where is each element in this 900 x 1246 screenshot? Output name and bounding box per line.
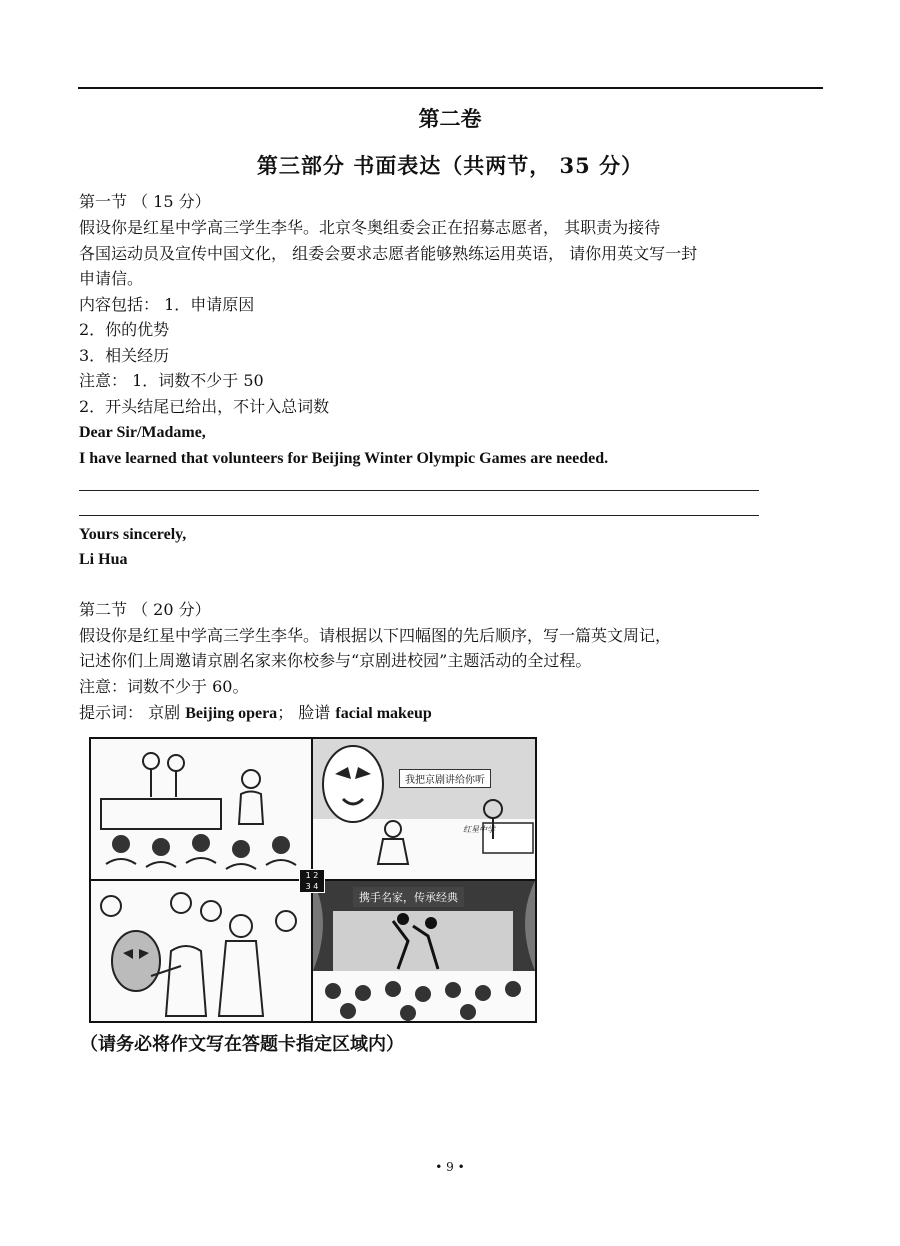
badge-number: 4 [313,882,319,891]
section1-prompt-line: 假设你是红星中学高三学生李华。北京冬奥组委会正在招募志愿者， 其职责为接待 [79,218,661,237]
top-rule [78,87,823,89]
comic-panel-2 [313,739,535,881]
meeting-scene-drawing [91,739,311,879]
answer-blank-line [79,515,759,516]
badge-number: 2 [313,871,319,880]
section1-prompt-line: 申请信。 [79,269,144,288]
content-label: 内容包括： 1．申请原因 [79,295,255,314]
salutation: Dear Sir/Madame, [79,424,206,441]
content-item: 2．你的优势 [79,320,170,339]
comic-panel-1 [91,739,313,881]
badge-number: 1 [305,871,311,880]
volume-title: 第二卷 [418,106,482,131]
part-title: 第三部分 书面表达（共两节， 35 分） [256,153,644,178]
answer-sheet-note: （请务必将作文写在答题卡指定区域内） [80,1034,404,1055]
opening-sentence: I have learned that volunteers for Beijing Winter Olympic Games are needed. [79,450,609,467]
closing: Yours sincerely, [79,526,187,543]
panel4-banner: 携手名家，传承经典 [353,887,464,907]
opera-lecture-drawing [313,739,535,879]
section1-prompt-line: 各国运动员及宣传中国文化， 组委会要求志愿者能够熟练运用英语， 请你用英文写一封 [79,244,698,263]
panel2-school-sign: 红星中学 [463,825,495,834]
panel2-sign: 我把京剧讲给你听 [399,769,491,788]
hint-term-2: facial makeup [335,705,432,722]
section2-heading: 第二节 （ 20 分） [79,600,211,619]
answer-blank-line [79,490,759,491]
content-item: 3．相关经历 [79,346,170,365]
comic-panel-3 [91,881,313,1021]
panel-order-badge [299,869,325,893]
comic-panel-4 [313,881,535,1021]
section2-prompt-line: 记述你们上周邀请京剧名家来你校参与“京剧进校园”主题活动的全过程。 [79,651,592,670]
notes-label: 注意： 1．词数不少于 50 [79,371,264,390]
makeup-scene-drawing [91,881,311,1021]
signature: Li Hua [79,551,128,568]
section1-heading: 第一节 （ 15 分） [79,192,211,211]
hint-separator: ； 脸谱 [277,703,331,722]
hint-term-1: Beijing opera [185,705,278,722]
hint-line [79,703,432,724]
page-number: • 9 • [435,1160,465,1174]
comic-illustration [89,737,537,1023]
hint-label: 提示词： 京剧 [79,703,181,722]
section2-note: 注意：词数不少于 60。 [79,677,249,696]
badge-number: 3 [305,882,311,891]
notes-item: 2．开头结尾已给出，不计入总词数 [79,397,330,416]
section2-prompt-line: 假设你是红星中学高三学生李华。请根据以下四幅图的先后顺序，写一篇英文周记， [79,626,672,645]
